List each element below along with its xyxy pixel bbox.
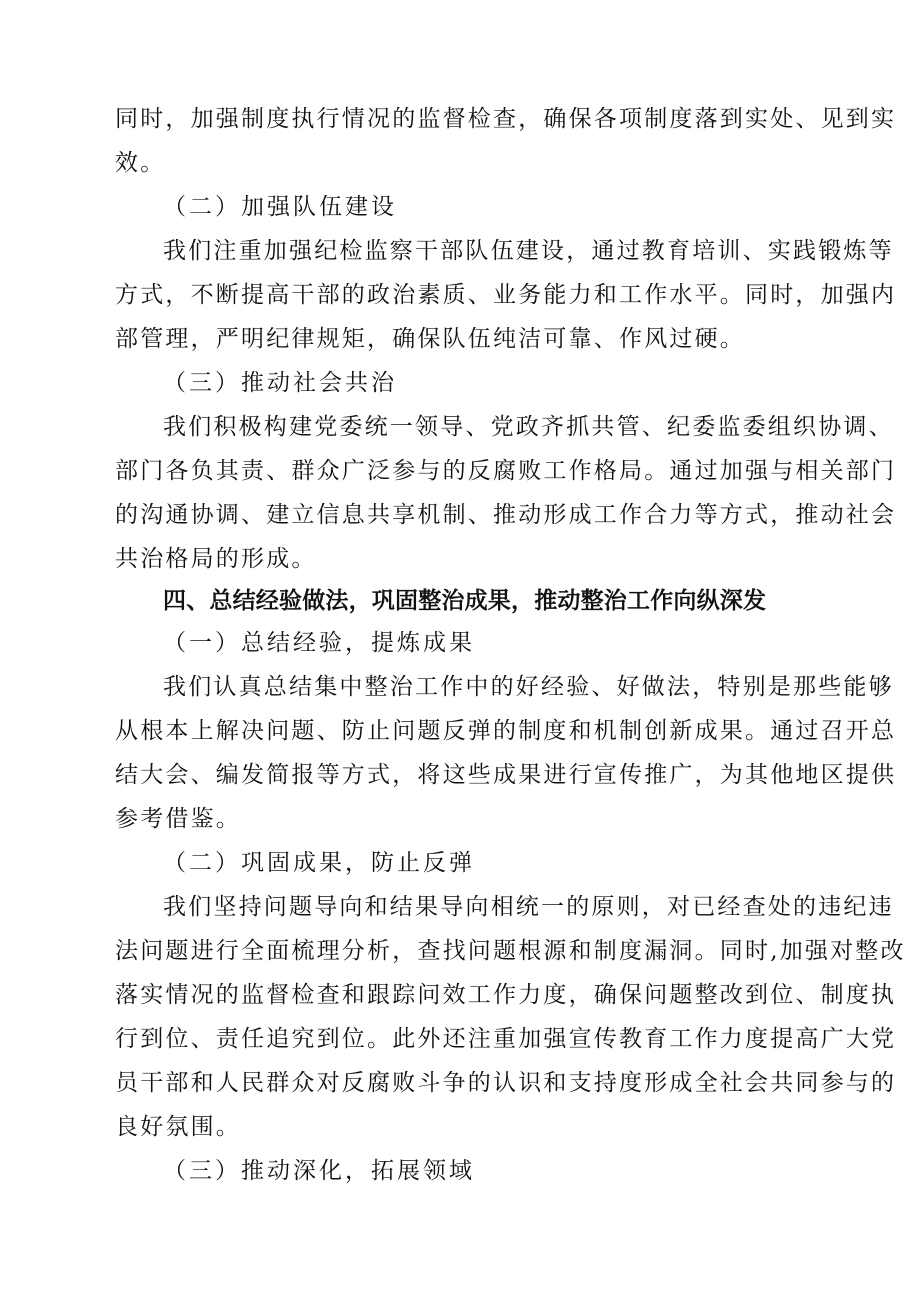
section-subheading: （二）加强队伍建设 <box>163 194 397 220</box>
section-subheading: （三）推动深化，拓展领域 <box>163 1158 475 1184</box>
paragraph-first-line: 我们积极构建党委统一领导、党政齐抓共管、纪委监委组织协调、 <box>163 414 894 440</box>
text-line: 同时，加强制度执行情况的监督检查，确保各项制度落到实处、见到实 <box>115 106 897 132</box>
text-line: 行到位、责任追究到位。此外还注重加强宣传教育工作力度提高广大党 <box>115 1026 897 1052</box>
text-line: 部管理，严明纪律规矩，确保队伍纯洁可靠、作风过硬。 <box>115 326 745 352</box>
text-line: 方式，不断提高干部的政治素质、业务能力和工作水平。同时，加强内 <box>115 282 897 308</box>
section-subheading: （二）巩固成果，防止反弹 <box>163 850 475 876</box>
paragraph-first-line: 我们认真总结集中整治工作中的好经验、好做法，特别是那些能够 <box>163 674 894 700</box>
text-line: 从根本上解决问题、防止问题反弹的制度和机制创新成果。通过召开总 <box>115 718 897 744</box>
text-line: 良好氛围。 <box>115 1114 241 1140</box>
paragraph-first-line: 我们注重加强纪检监察干部队伍建设，通过教育培训、实践锻炼等 <box>163 238 894 264</box>
text-line: 参考借鉴。 <box>115 806 241 832</box>
text-line: 结大会、编发简报等方式，将这些成果进行宣传推广，为其他地区提供 <box>115 762 897 788</box>
text-line: 效。 <box>115 150 166 176</box>
paragraph-first-line: 我们坚持问题导向和结果导向相统一的原则，对已经查处的违纪违 <box>163 894 894 920</box>
text-line: 落实情况的监督检查和跟踪问效工作力度，确保问题整改到位、制度执 <box>115 982 897 1008</box>
section-subheading: （一）总结经验，提炼成果 <box>163 630 475 656</box>
text-line: 部门各负其责、群众广泛参与的反腐败工作格局。通过加强与相关部门 <box>115 458 897 484</box>
section-subheading: （三）推动社会共治 <box>163 370 397 396</box>
text-line: 法问题进行全面梳理分析，查找问题根源和制度漏洞。同时,加强对整改 <box>115 938 906 964</box>
text-line: 的沟通协调、建立信息共享机制、推动形成工作合力等方式，推动社会 <box>115 502 897 528</box>
section-heading: 四、总结经验做法，巩固整治成果，推动整治工作向纵深发 <box>163 588 767 614</box>
text-line: 员干部和人民群众对反腐败斗争的认识和支持度形成全社会共同参与的 <box>115 1070 897 1096</box>
text-line: 共治格局的形成。 <box>115 546 317 572</box>
